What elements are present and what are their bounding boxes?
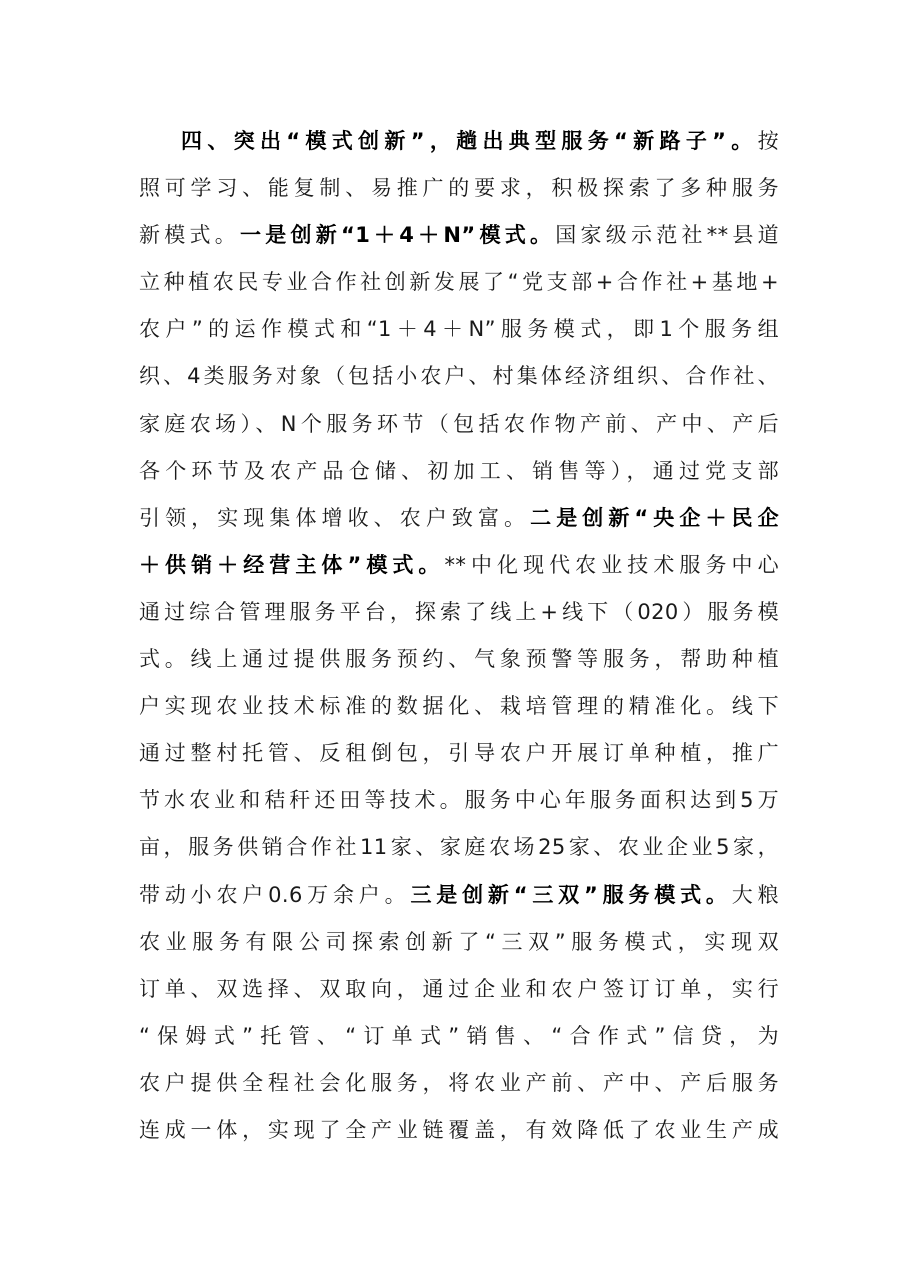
text-line (139, 636, 779, 683)
text-line (139, 495, 779, 542)
text-line (139, 448, 779, 495)
text-line (139, 1060, 779, 1107)
text-segment: 家庭农场）、N个服务环节（包括农作物产前、产中、产后 (139, 411, 779, 436)
text-line (139, 683, 779, 730)
text-segment: 户实现农业技术标准的数据化、栽培管理的精准化。线下 (139, 694, 779, 719)
text-segment: “保姆式”托管、“订单式”销售、“合作式”信贷，为 (139, 1023, 779, 1048)
document-body-text (139, 118, 779, 1154)
text-line (139, 1107, 779, 1154)
text-line (139, 730, 779, 777)
text-segment: 国家级示范社**县道 (555, 223, 779, 248)
text-segment: 带动小农户0.6万余户。 (139, 882, 411, 907)
text-segment: 照可学习、能复制、易推广的要求，积极探索了多种服务 (139, 176, 779, 201)
text-segment: 农业服务有限公司探索创新了“三双”服务模式，实现双 (139, 929, 779, 954)
text-segment: 各个环节及农产品仓储、初加工、销售等），通过党支部 (139, 458, 779, 483)
text-line (139, 165, 779, 212)
text-line (139, 401, 779, 448)
bold-heading-segment: 一是创新“1＋4＋N”模式。 (240, 223, 556, 248)
text-line (139, 259, 779, 306)
text-segment: 按 (757, 129, 779, 153)
text-line (139, 824, 779, 871)
text-segment: 连成一体，实现了全产业链覆盖，有效降低了农业生产成 (139, 1117, 779, 1142)
text-line (139, 589, 779, 636)
text-line (139, 872, 779, 919)
text-line (139, 542, 779, 589)
text-segment: 订单、双选择、双取向，通过企业和农户签订订单，实行 (139, 976, 779, 1001)
text-line (139, 353, 779, 400)
text-segment: 织、4类服务对象（包括小农户、村集体经济组织、合作社、 (139, 364, 779, 389)
text-segment: 通过综合管理服务平台，探索了线上+线下（020）服务模 (139, 599, 779, 624)
text-line (139, 212, 779, 259)
text-segment: 农户提供全程社会化服务，将农业产前、产中、产后服务 (139, 1070, 779, 1095)
text-segment: 立种植农民专业合作社创新发展了“党支部+合作社+基地+ (139, 270, 779, 295)
text-segment: 通过整村托管、反租倒包，引导农户开展订单种植，推广 (139, 741, 779, 766)
bold-heading-segment: 四、突出“模式创新”，趟出典型服务“新路子”。 (181, 129, 758, 153)
text-segment: 式。线上通过提供服务预约、气象预警等服务，帮助种植 (139, 647, 779, 672)
text-segment: 引领，实现集体增收、农户致富。 (139, 505, 531, 530)
text-segment: 农户”的运作模式和“1＋4＋N”服务模式，即1个服务组 (139, 317, 779, 342)
text-segment: 亩，服务供销合作社11家、家庭农场25家、农业企业5家， (139, 835, 779, 860)
text-segment: 大粮 (731, 882, 779, 907)
text-line (139, 1013, 779, 1060)
text-line (139, 919, 779, 966)
bold-heading-segment: 二是创新“央企＋民企 (530, 505, 779, 530)
text-line (139, 777, 779, 824)
text-line (139, 966, 779, 1013)
text-segment: **中化现代农业技术服务中心 (444, 552, 779, 577)
bold-heading-segment: ＋供销＋经营主体”模式。 (139, 552, 445, 577)
text-line (139, 306, 779, 353)
text-line (139, 118, 779, 165)
text-segment: 节水农业和秸秆还田等技术。服务中心年服务面积达到5万 (139, 788, 779, 813)
bold-heading-segment: 三是创新“三双”服务模式。 (410, 882, 732, 907)
text-segment: 新模式。 (139, 223, 240, 248)
